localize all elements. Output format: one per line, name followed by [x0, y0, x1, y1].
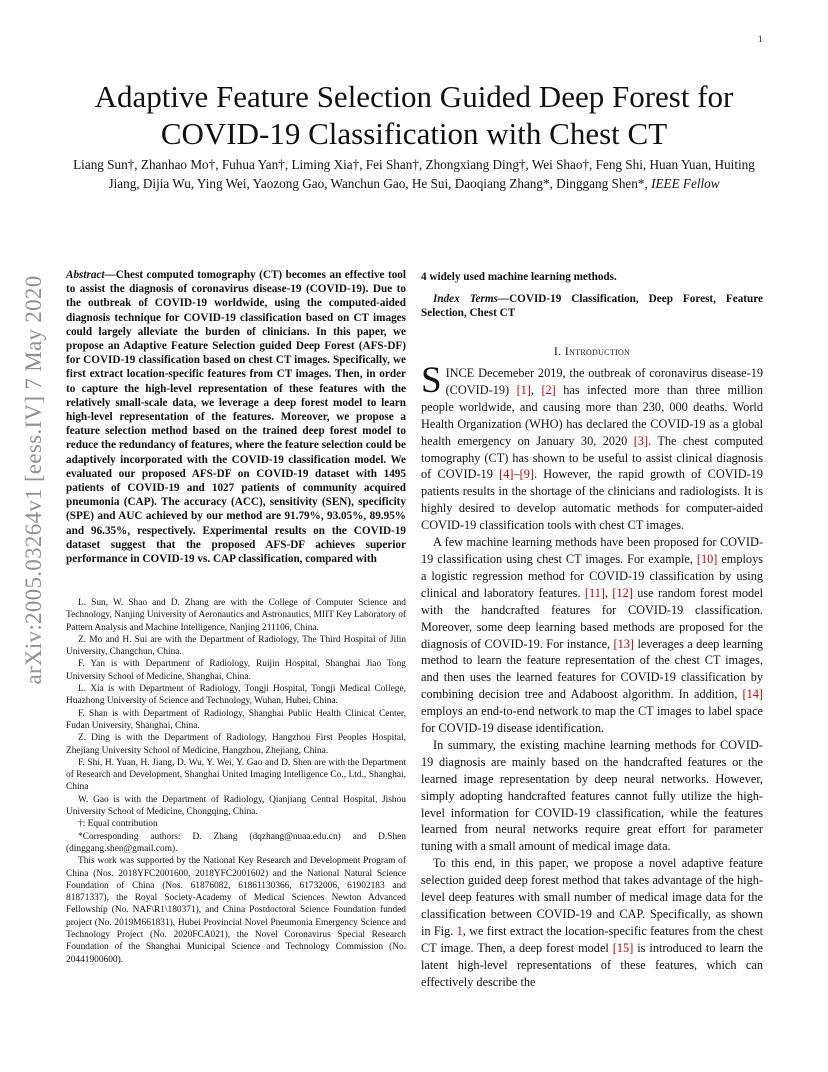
abstract — [66, 268, 406, 566]
arxiv-sidebar — [14, 275, 54, 685]
citation-link[interactable]: [11] — [584, 585, 605, 600]
footnote: F. Shi, H. Yuan, H. Jiang, D. Wu, Y. Wei, Y. Gao and D. Shen are with the Department of Research and Development, Shanghai United Imaging Intelligence Co., Ltd., Shanghai, China — [66, 757, 406, 793]
footnote: F. Yan is with Department of Radiology, Ruijin Hospital, Shanghai Jiao Tong University School of Medicine, Shanghai, China. — [66, 659, 406, 682]
citation-link[interactable]: [3] — [633, 433, 649, 448]
introduction-body — [421, 360, 764, 991]
footnote-funding: This work was supported by the National Key Research and Development Program of China (Nos. 2018YFC2001600, 2018YFC2001602) and the National Natural Science Foundation of China (Nos. 61876082, 61861130366, 61732006, 61902183 and 81871337), the Royal Society-Academy of Medical Sciences Newton Advanced Fellowship (No. NAF\R1\180371), and China Postdoctoral Science Foundation funded project (No. 2019M661831), Hubei Provincial Novel Pneumonia Emergency Science and Technology Project (No. 2020FCA021), the Novel Coronavirus Special Research Foundation of the Shanghai Municipal Science and Technology Commission (No. 20441900600). — [66, 856, 406, 965]
index-terms-text: COVID-19 Classification, Deep Forest, Feature Selection, Chest CT — [421, 293, 763, 320]
page-number: 1 — [758, 34, 763, 44]
abstract-text: Chest computed tomography (CT) becomes an effective tool to assist the diagnosis of coronavirus disease-19 (COVID-19). Due to the outbreak of COVID-19 worldwide, using the computed-aided diagnosis technique for COVID-19 classification based on CT images could largely alleviate the burden of clinicians. In this paper, we propose an Adaptive Feature Selection guided Deep Forest (AFS-DF) for COVID-19 classification based on chest CT images. Specifically, we first extract location-specific features from CT images. Then, in order to capture the high-level representation of these features with the relatively small-scale data, we leverage a deep forest model to learn high-level representation of the features. Moreover, we propose a feature selection method based on the trained deep forest model to reduce the redundancy of features, where the feature selection could be adaptively incorporated with the COVID-19 classification model. We evaluated our proposed AFS-DF on COVID-19 dataset with 1495 patients of COVID-19 and 1027 patients of community acquired pneumonia (CAP). The accuracy (ACC), sensitivity (SEN), specificity (SPE) and AUC achieved by our method are 91.79%, 93.05%, 89.95% and 96.35%, respectively. Experimental results on the COVID-19 dataset suggest that the proposed AFS-DF achieves superior performance in COVID-19 vs. CAP classification, compared with — [66, 269, 406, 566]
authors-text: Liang Sun†, Zhanhao Mo†, Fuhua Yan†, Liming Xia†, Fei Shan†, Zhongxiang Ding†, Wei Shao†, Feng Shi, Huan Yuan, Huiting Jiang, Dijia Wu, Ying Wei, Yaozong Gao, Wanchun Gao, He Sui, Daoqiang Zhang*, Dinggang Shen*, — [73, 157, 755, 191]
footnote: †: Equal contribution — [78, 819, 158, 830]
citation-link[interactable]: [2] — [541, 382, 556, 397]
footnote: W. Gao is with the Department of Radiology, Qianjiang Central Hospital, Jishou University School of Medicine, Chongqing, China. — [66, 794, 406, 818]
footnotes — [66, 597, 406, 966]
citation-link[interactable]: [1] — [516, 382, 531, 397]
citation-link[interactable]: [9] — [519, 467, 534, 482]
citation-link[interactable]: [15] — [612, 940, 634, 955]
footnote: L. Sun, W. Shao and D. Zhang are with the College of Computer Science and Technology, Nanjing University of Aeronautics and Astronautics, MIIT Key Laboratory of Pattern Analysis and Machine Intelligence, Nanjing 211106, China. — [66, 598, 406, 633]
figure-link[interactable]: 1 — [456, 923, 463, 938]
footnote: *Corresponding authors: D. Zhang (dqzhang@nuaa.edu.cn) and D.Shen (dinggang.shen@gmail.com). — [66, 831, 406, 854]
intro-paragraph-3: In summary, the existing machine learning methods for COVID-19 diagnosis are mainly based on the handcrafted features or the learned image representation by deep neural networks. However, simply adopting handcrafted features cannot fully utilize the high-level information for COVID-19 classification, while the features learned from neural networks require great effort for parameter tuning with a small amount of medical image data. — [421, 737, 763, 854]
citation-link[interactable]: [13] — [613, 636, 635, 651]
footnote: F. Shan is with Department of Radiology, Shanghai Public Health Clinical Center, Fudan University, Shanghai, China. — [66, 708, 406, 731]
intro-paragraph-1: SINCE Decemeber 2019, the outbreak of coronavirus disease-19 (COVID-19) [1], [2] has infected more than three million people worldwide, and causing more than 230, 000 deaths. World Health Organization (WHO) has declared the COVID-19 as a global health emergency on January 30, 2020 [3]. The chest computed tomography (CT) has shown to be useful to assist clinical diagnosis of COVID-19 [4]–[9]. However, the rapid growth of COVID-19 patients results in the shortage of the clinicians and radiologists. It is highly desired to develop automatic methods for computer-aided COVID-19 classification tools with chest CT images. — [421, 360, 764, 533]
citation-link[interactable]: [4] — [499, 467, 514, 482]
citation-link[interactable]: [14] — [742, 687, 763, 702]
arxiv-identifier: arXiv:2005.03264v1 [eess.IV] 7 May 2020 — [21, 275, 46, 685]
section-heading-introduction: I. Introduction — [553, 344, 631, 358]
drop-cap: S — [421, 360, 442, 401]
citation-link[interactable]: [10] — [696, 551, 718, 566]
index-terms-label: Index Terms— — [433, 293, 510, 306]
footnote: Z. Ding is with the Department of Radiology, Hangzhou First Peoples Hospital, Zhejiang University School of Medicine, Hangzhou, Zhejiang, China. — [66, 733, 406, 756]
footnote: L. Xia is with Department of Radiology, Tongji Hospital, Tongji Medical College, Huazhong University of Science and Technology, Wuhan, Hubei, China. — [66, 684, 406, 707]
author-list — [70, 155, 758, 193]
right-column-top — [421, 270, 763, 321]
footnote: Z. Mo and H. Sui are with the Department of Radiology, The Third Hospital of Jilin University, Changchun, China. — [66, 634, 406, 658]
paper-title: Adaptive Feature Selection Guided Deep Forest for COVID-19 Classification with Chest CT — [94, 79, 734, 151]
citation-link[interactable]: [12] — [612, 585, 633, 600]
abstract-label: Abstract— — [66, 269, 116, 281]
index-terms — [421, 292, 763, 320]
intro-paragraph-2: A few machine learning methods have been proposed for COVID-19 classification using chest CT images. For example, [10] employs a logistic regression method for COVID-19 classification by using clinical and laboratory features. [11], [12] use random forest model with the handcrafted features for COVID-19 classification. Moreover, some deep learning based methods are proposed for the diagnosis of COVID-19. For instance, [13] leverages a deep learning method to learn the feature representation of the chest CT images, and then uses the learned features for COVID-19 classification by combining decision tree and Adaboost algorithm. In addition, [14] employs an end-to-end network to map the CT images to label space for COVID-19 disease identification. — [421, 535, 764, 736]
author-fellow-note: IEEE Fellow — [651, 176, 720, 191]
abstract-continued: 4 widely used machine learning methods. — [421, 271, 617, 283]
intro-paragraph-4: To this end, in this paper, we propose a novel adaptive feature selection guided deep forest method that takes advantage of the high-level deep features with small number of medical image data for the classification between COVID-19 and CAP. Specifically, as shown in Fig. 1, we first extract the location-specific features from the chest CT image. Then, a deep forest model [15] is introduced to learn the latent high-level representations of these features, which can effectively describe the — [421, 856, 763, 989]
